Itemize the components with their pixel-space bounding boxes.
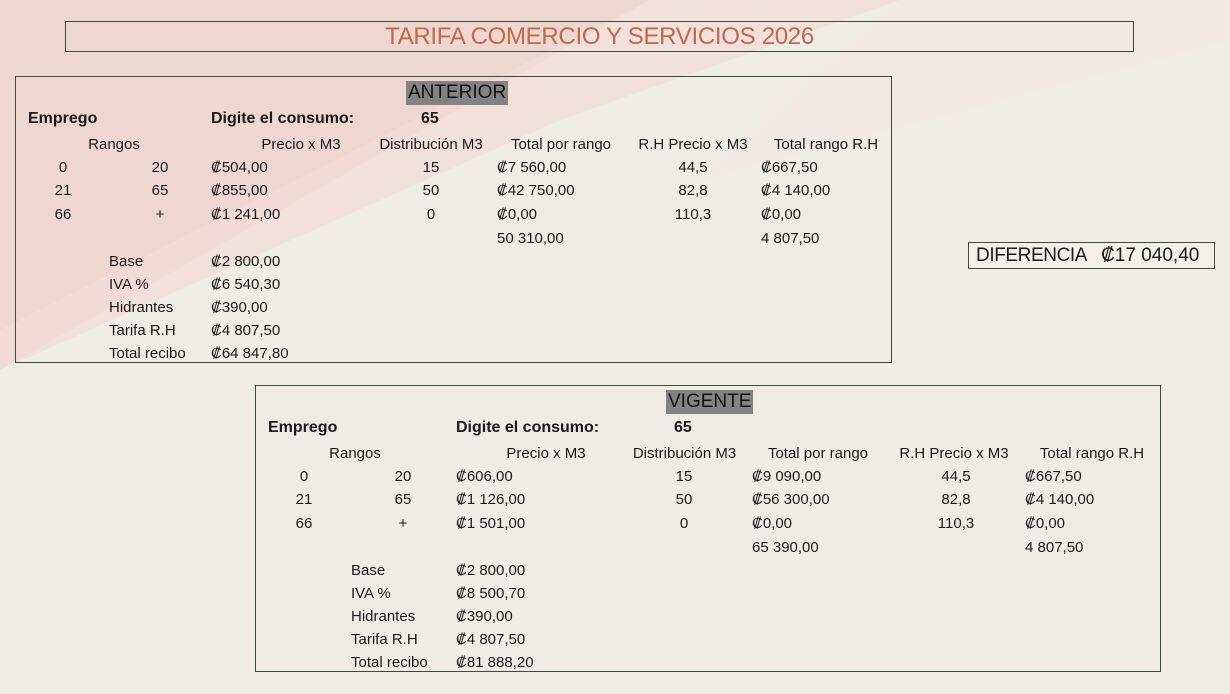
row-precio: ₡504,00 (211, 159, 268, 176)
sum-total: 50 310,00 (497, 230, 564, 247)
header-rangos: Rangos (88, 136, 140, 153)
row-rh-precio: 82,8 (678, 182, 708, 199)
row-total: ₡0,00 (497, 206, 538, 223)
header-total: Total por rango (767, 445, 869, 462)
row-to: + (398, 515, 408, 532)
summary-label-hidrantes: Hidrantes (351, 608, 416, 625)
summary-value-iva: ₡6 540,30 (211, 276, 281, 293)
diferencia-value: ₡17 040,40 (1101, 244, 1200, 266)
row-to: + (155, 206, 165, 223)
row-rh-total: ₡0,00 (1025, 515, 1066, 532)
row-from: 66 (295, 515, 313, 532)
row-to: 65 (151, 182, 169, 199)
row-rh-precio: 82,8 (941, 491, 971, 508)
summary-label-hidrantes: Hidrantes (109, 299, 174, 316)
row-rh-precio: 110,3 (674, 206, 712, 223)
header-rh-total: Total rango R.H (1039, 445, 1145, 462)
summary-value-total-recibo: ₡64 847,80 (211, 345, 289, 362)
summary-label-total-recibo: Total recibo (351, 654, 428, 671)
header-distribucion: Distribución M3 (632, 445, 737, 462)
row-precio: ₡1 501,00 (456, 515, 526, 532)
sum-total: 65 390,00 (752, 539, 819, 556)
summary-label-tarifa-rh: Tarifa R.H (351, 631, 418, 648)
consumo-label: Digite el consumo: (211, 110, 355, 127)
summary-label-iva: IVA % (109, 276, 149, 293)
row-precio: ₡606,00 (456, 468, 513, 485)
row-to: 20 (151, 159, 169, 176)
header-distribucion: Distribución M3 (379, 136, 483, 153)
row-rh-total: ₡4 140,00 (761, 182, 831, 199)
header-rh-precio: R.H Precio x M3 (899, 445, 1009, 462)
consumo-input[interactable]: 65 (421, 110, 439, 127)
row-total: ₡42 750,00 (497, 182, 575, 199)
row-total: ₡56 300,00 (752, 491, 830, 508)
row-from: 0 (299, 468, 309, 485)
sum-rh-total: 4 807,50 (1025, 539, 1084, 556)
header-precio: Precio x M3 (261, 136, 341, 153)
summary-value-hidrantes: ₡390,00 (456, 608, 513, 625)
emprego-label: Emprego (28, 110, 98, 127)
row-rh-precio: 44,5 (678, 159, 708, 176)
row-distribucion: 0 (426, 206, 436, 223)
summary-value-iva: ₡8 500,70 (456, 585, 526, 602)
row-precio: ₡855,00 (211, 182, 268, 199)
header-rangos: Rangos (329, 445, 381, 462)
summary-value-tarifa-rh: ₡4 807,50 (456, 631, 526, 648)
row-rh-total: ₡667,50 (1025, 468, 1082, 485)
row-to: 65 (394, 491, 412, 508)
summary-value-base: ₡2 800,00 (456, 562, 526, 579)
row-from: 21 (295, 491, 313, 508)
row-distribucion: 0 (679, 515, 689, 532)
row-from: 21 (54, 182, 72, 199)
row-distribucion: 15 (675, 468, 693, 485)
row-rh-precio: 110,3 (937, 515, 975, 532)
row-total: ₡9 090,00 (752, 468, 822, 485)
diferencia-label: DIFERENCIA (976, 244, 1088, 266)
summary-value-total-recibo: ₡81 888,20 (456, 654, 534, 671)
summary-value-hidrantes: ₡390,00 (211, 299, 268, 316)
header-rh-total: Total rango R.H (773, 136, 879, 153)
row-total: ₡7 560,00 (497, 159, 567, 176)
consumo-label: Digite el consumo: (456, 419, 600, 436)
row-from: 66 (54, 206, 72, 223)
header-precio: Precio x M3 (506, 445, 586, 462)
row-precio: ₡1 241,00 (211, 206, 281, 223)
row-rh-precio: 44,5 (941, 468, 971, 485)
summary-label-total-recibo: Total recibo (109, 345, 186, 362)
row-distribucion: 15 (422, 159, 440, 176)
row-total: ₡0,00 (752, 515, 793, 532)
panel-heading: VIGENTE (668, 391, 752, 412)
panel-vigente (255, 385, 1161, 672)
panel-heading: ANTERIOR (408, 82, 507, 103)
summary-value-base: ₡2 800,00 (211, 253, 281, 270)
header-total: Total por rango (510, 136, 612, 153)
row-precio: ₡1 126,00 (456, 491, 526, 508)
page-title: TARIFA COMERCIO Y SERVICIOS 2026 (385, 22, 814, 50)
summary-value-tarifa-rh: ₡4 807,50 (211, 322, 281, 339)
row-to: 20 (394, 468, 412, 485)
panel-anterior (15, 76, 892, 363)
summary-label-base: Base (109, 253, 144, 270)
sum-rh-total: 4 807,50 (761, 230, 820, 247)
diferencia-box (968, 242, 1215, 269)
title-banner (65, 21, 1134, 52)
consumo-input[interactable]: 65 (674, 419, 692, 436)
summary-label-base: Base (351, 562, 386, 579)
summary-label-iva: IVA % (351, 585, 391, 602)
row-distribucion: 50 (422, 182, 440, 199)
header-rh-precio: R.H Precio x M3 (638, 136, 748, 153)
row-rh-total: ₡667,50 (761, 159, 818, 176)
row-rh-total: ₡4 140,00 (1025, 491, 1095, 508)
emprego-label: Emprego (268, 419, 338, 436)
row-rh-total: ₡0,00 (761, 206, 802, 223)
row-distribucion: 50 (675, 491, 693, 508)
row-from: 0 (58, 159, 68, 176)
summary-label-tarifa-rh: Tarifa R.H (109, 322, 176, 339)
